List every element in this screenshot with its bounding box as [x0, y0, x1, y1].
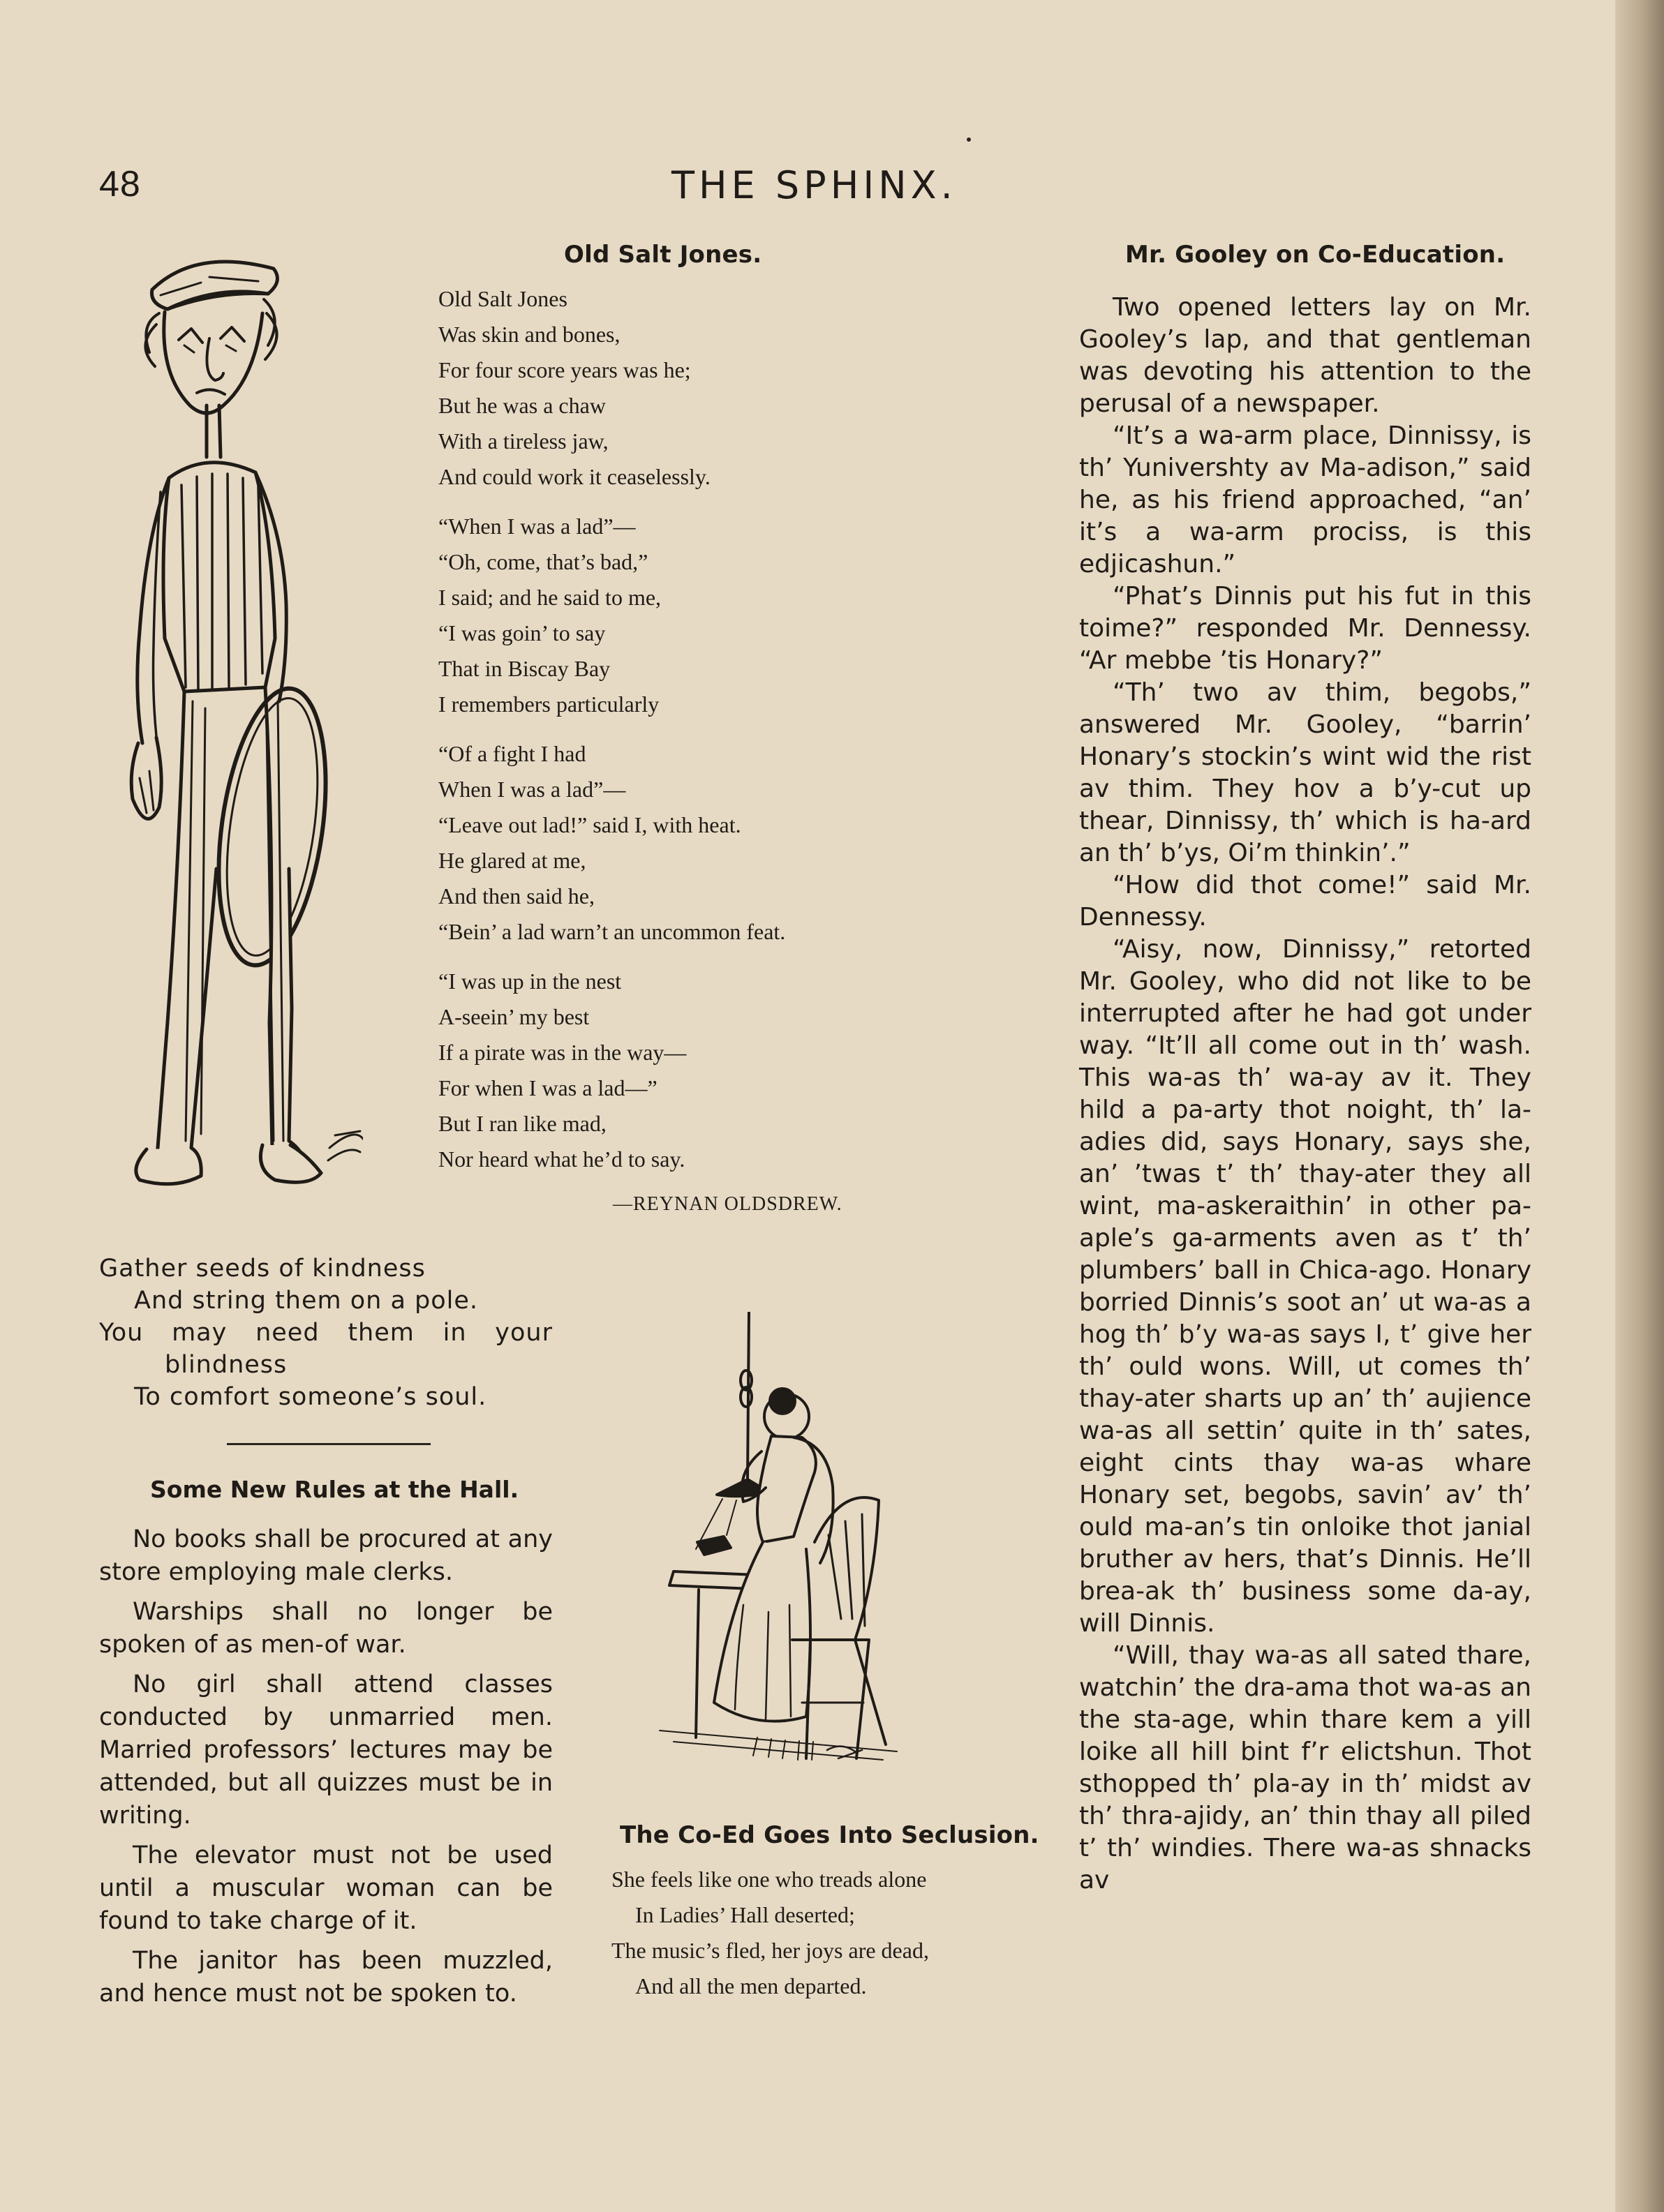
verse-line: The music’s fled, her joys are dead, — [611, 1938, 929, 1963]
stanza — [438, 509, 785, 722]
rule-paragraph: No books shall be procured at any store employing male clerks. — [99, 1525, 553, 1586]
verse-line: “Bein’ a lad warn’t an uncommon feat. — [438, 919, 786, 944]
verse-line: But he was a chaw — [438, 393, 606, 418]
verse-line: If a pirate was in the way— — [438, 1040, 687, 1065]
rule-paragraph: The elevator must not be used until a muscular woman can be found to take charge of it. — [99, 1841, 553, 1935]
verse-line-justified — [99, 1317, 553, 1349]
verse-line: For four score years was he; — [438, 357, 691, 382]
sailor-illustration — [119, 241, 363, 1204]
rule-paragraph: No girl shall attend classes conducted by unmarried men. Married professors’ lectures may be attended, but all quizzes must be in writing. — [99, 1671, 553, 1830]
poem-signature: —REYNAN OLDSDREW. — [613, 1193, 842, 1215]
verse-line: To comfort someone’s soul. — [134, 1383, 487, 1411]
verse-line: blindness — [165, 1351, 288, 1379]
section-divider — [227, 1443, 431, 1445]
verse-line: And could work it ceaselessly. — [438, 464, 711, 489]
gooley-article — [1079, 292, 1531, 1897]
verse-line: “I was goin’ to say — [438, 620, 606, 645]
verse-word: need — [255, 1319, 320, 1347]
verse-line: Nor heard what he’d to say. — [438, 1146, 685, 1172]
rules-list — [99, 1523, 553, 2017]
verse-word: your — [495, 1319, 553, 1347]
verse-line: She feels like one who treads alone — [611, 1867, 927, 1892]
article-paragraph: “Will, thay wa-as all sated thare, watchin’ the dra-ama thot wa-as an the sta-age, whin thare kem a yill loike all hill bint f’r elictshun. Thot sthopped th’ pla-ay in th’ midst av th’ thra-ajidy, an’ thin thay all piled t’ th’ windies. There wa-as shnacks av — [1079, 1641, 1531, 1895]
verse-word: may — [172, 1319, 228, 1347]
kindness-verse — [99, 1253, 553, 1413]
verse-line: And string them on a pole. — [134, 1287, 479, 1315]
verse-line: In Ladies’ Hall deserted; — [635, 1902, 855, 1927]
verse-line: For when I was a lad—” — [438, 1075, 658, 1100]
verse-line: “I was up in the nest — [438, 969, 622, 994]
verse-line: I said; and he said to me, — [438, 585, 662, 610]
coed-illustration — [632, 1312, 904, 1772]
article-paragraph: Two opened letters lay on Mr. Gooley’s lap, and that gentleman was devoting his attention to the perusal of a newspaper. — [1079, 293, 1531, 418]
article-paragraph: “Th’ two av thim, begobs,” answered Mr. Gooley, “barrin’ Honary’s stockin’s wint wid the rist av thim. They hov a b’y-cut up thear, Dinnissy, th’ which is ha-ard an th’ b’ys, Oi’m thinkin’.” — [1079, 678, 1531, 867]
stanza — [438, 736, 785, 950]
stanza — [438, 964, 785, 1177]
verse-line: Gather seeds of kindness — [99, 1255, 426, 1283]
verse-line: “Leave out lad!” said I, with heat. — [438, 812, 741, 837]
verse-line: And all the men departed. — [635, 1973, 867, 1998]
verse-line: He glared at me, — [438, 848, 586, 873]
article-paragraph: “Aisy, now, Dinnissy,” retorted Mr. Gooley, who did not like to be interrupted after he had got under way. “It’ll all come out in th’ wash. This wa-as th’ wa-ay av it. They hild a pa-arty thot noight, th’ la-adies did, says Honary, says she, an’ ’twas t’ th’ thay-ater they all wint, ma-askeraithin’ in other pa-aple’s ga-arments aven as t’ th’ plumbers’ ball in Chica-ago. Honary borried Dinnis’s soot an’ ut wa-as a hog th’ b’y wa-as says I, t’ give her th’ ould wons. Will, ut comes th’ thay-ater sharts up an’ th’ aujience wa-as all settin’ quite in th’ sates, eight cints thay wa-as whare Honary set, begobs, savin’ av’ th’ ould ma-an’s tin onloike thot janial bruther av hers, that’s Dinnis. He’ll brea-ak th’ business some da-ay, will Dinnis. — [1079, 935, 1531, 1638]
coed-verse — [611, 1862, 929, 2004]
verse-line: With a tireless jaw, — [438, 428, 609, 454]
old-salt-jones-poem — [438, 281, 785, 1191]
verse-line: I remembers particularly — [438, 692, 660, 717]
rule-paragraph: The janitor has been muzzled, and hence must not be spoken to. — [99, 1947, 553, 2008]
verse-line: And then said he, — [438, 883, 595, 909]
verse-word: in — [443, 1319, 467, 1347]
verse-line: A-seein’ my best — [438, 1004, 590, 1029]
verse-line: Was skin and bones, — [438, 322, 621, 347]
rules-title: Some New Rules at the Hall. — [150, 1476, 519, 1503]
page-number: 48 — [99, 164, 141, 204]
poem-title: Old Salt Jones. — [564, 241, 762, 269]
rule-paragraph: Warships shall no longer be spoken of as men-of war. — [99, 1598, 553, 1659]
gooley-title: Mr. Gooley on Co-Education. — [1125, 241, 1506, 269]
verse-line: That in Biscay Bay — [438, 656, 611, 681]
running-head: THE SPHINX. — [671, 163, 957, 207]
verse-line: But I ran like mad, — [438, 1111, 607, 1136]
verse-line: “When I was a lad”— — [438, 514, 636, 539]
verse-line: When I was a lad”— — [438, 777, 626, 802]
verse-line: “Oh, come, that’s bad,” — [438, 549, 648, 574]
verse-word: You — [99, 1319, 144, 1347]
verse-word: them — [348, 1319, 415, 1347]
coed-title: The Co-Ed Goes Into Seclusion. — [620, 1821, 1039, 1849]
article-paragraph: “Phat’s Dinnis put his fut in this toime?” responded Mr. Dennessy. “Ar mebbe ’tis Honary?” — [1079, 582, 1531, 675]
article-paragraph: “It’s a wa-arm place, Dinnissy, is th’ Yunivershty av Ma-adison,” said he, as his friend approached, “an’ it’s a wa-arm prociss, is this edjicashun.” — [1079, 421, 1531, 578]
ink-speck — [967, 137, 971, 142]
article-paragraph: “How did thot come!” said Mr. Dennessy. — [1079, 871, 1531, 932]
verse-line: Old Salt Jones — [438, 286, 567, 311]
stanza — [438, 281, 785, 495]
verse-line: “Of a fight I had — [438, 741, 586, 766]
page-edge-shadow — [1615, 0, 1664, 2212]
